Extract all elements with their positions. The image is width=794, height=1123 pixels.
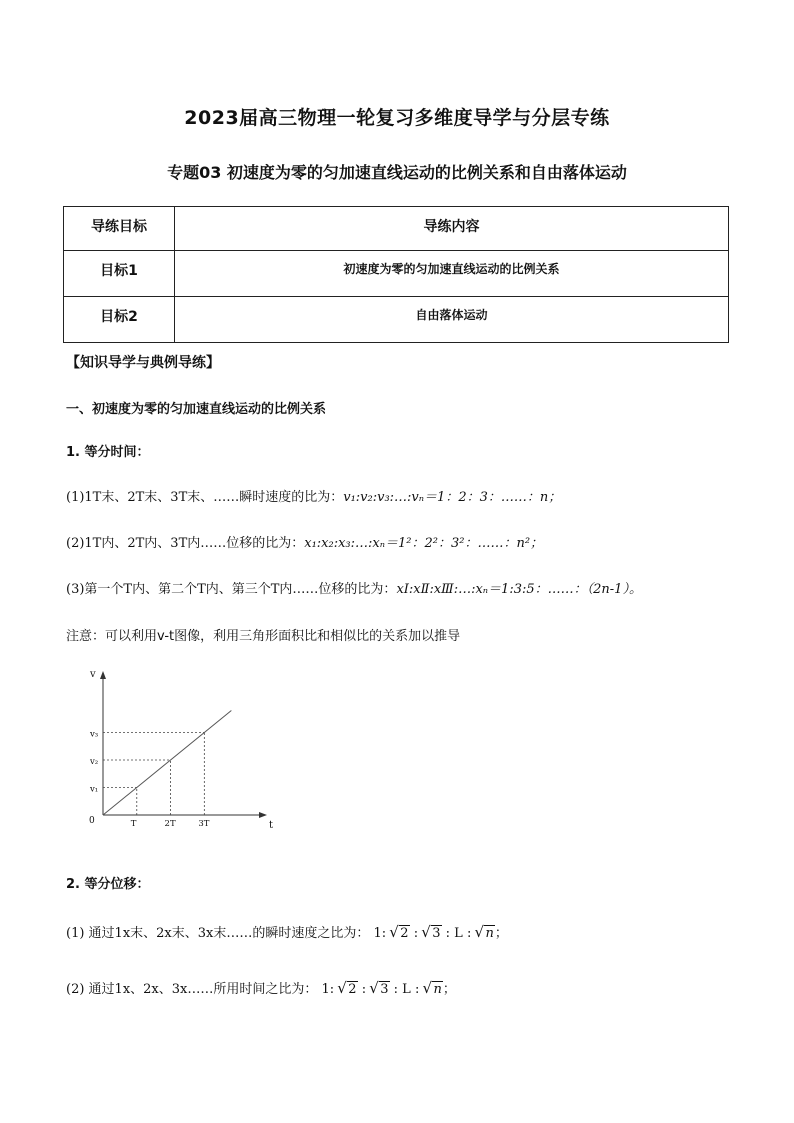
note-text: 注意：可以利用v-t图像，利用三角形面积比和相似比的关系加以推导 [66, 629, 461, 644]
radicand: 3 [432, 926, 441, 941]
ratio-lead: 1: [321, 982, 335, 997]
ratio-item-2-text: (2)1T内、2T内、3T内……位移的比为： [66, 536, 305, 551]
ratio-item-1-text: (1)1T末、2T末、3T末、……瞬时速度的比为： [66, 490, 344, 505]
sub1-title: 1. 等分时间： [66, 445, 150, 460]
vt-chart [80, 669, 280, 835]
sqrt-n [423, 982, 442, 997]
goal-content: 自由落体运动 [415, 308, 488, 322]
line-end-punct: ； [494, 926, 508, 941]
goal-label: 目标2 [100, 309, 138, 325]
x-tick-label: 3T [198, 819, 210, 829]
ratio-item-3 [66, 578, 642, 597]
page-title: 2023届高三物理一轮复习多维度导学与分层专练 [184, 107, 610, 129]
goals-table [63, 206, 729, 343]
radicand: 3 [380, 982, 389, 997]
goal-column-header: 导练目标 [91, 219, 147, 235]
y-tick-label: v₂ [90, 757, 99, 767]
ratio-item-2-formula: x₁:x₂:x₃:…:xₙ＝1²：2²：3²：……：n²； [304, 536, 544, 551]
x-tick-label: T [130, 819, 137, 829]
radicand: 2 [348, 982, 357, 997]
sqrt-2 [338, 982, 357, 997]
ratio-item-1-formula: v₁:v₂:v₃:…:vₙ＝1：2：3：……：n； [343, 490, 562, 505]
content-column-header: 导练内容 [423, 219, 480, 235]
displacement-item-1: (1) 通过1x末、2x末、3x末……的瞬时速度之比为： 1: √ 2 : √ 3 : L : √ n； [66, 922, 508, 941]
goal-label: 目标1 [100, 263, 138, 279]
x-tick-label: 2T [164, 819, 176, 829]
radicand: n [485, 926, 494, 941]
sqrt-n [475, 926, 494, 941]
x-axis-label: t [269, 820, 274, 831]
radicand: 2 [400, 926, 409, 941]
velocity-line [103, 711, 231, 816]
table-row [64, 251, 729, 297]
sqrt-3 [370, 982, 389, 997]
goal-content: 初速度为零的匀加速直线运动的比例关系 [343, 262, 560, 276]
sqrt-3 [422, 926, 441, 941]
displacement-item-1-text: (1) 通过1x末、2x末、3x末……的瞬时速度之比为： [66, 926, 370, 941]
page-subtitle: 专题03 初速度为零的匀加速直线运动的比例关系和自由落体运动 [167, 163, 627, 182]
radicand: n [433, 982, 442, 997]
section-heading: 【知识导学与典例导练】 [66, 355, 220, 371]
ratio-lead: 1: [373, 926, 387, 941]
table-header-row [64, 207, 729, 251]
ellipsis-symbol: L [402, 982, 411, 997]
y-tick-label: v₃ [90, 729, 99, 740]
y-axis-label: v [90, 669, 96, 680]
x-axis-arrow [259, 812, 267, 818]
ratio-item-1 [66, 486, 561, 505]
table-row [64, 297, 729, 343]
ellipsis-symbol: L [454, 926, 463, 941]
ratio-item-3-text: (3)第一个T内、第二个T内、第三个T内……位移的比为： [66, 582, 397, 597]
ratio-item-2 [66, 532, 543, 551]
displacement-item-2: (2) 通过1x、2x、3x……所用时间之比为： 1: √ 2 : √ 3 : L : √ n； [66, 978, 456, 997]
origin-label: 0 [89, 816, 95, 826]
section1-title: 一、初速度为零的匀加速直线运动的比例关系 [66, 402, 327, 417]
y-axis-arrow [100, 671, 106, 679]
ratio-item-3-formula: xⅠ:xⅡ:xⅢ:…:xₙ＝1:3:5：……：（2n-1）。 [396, 582, 642, 597]
sqrt-2 [390, 926, 409, 941]
displacement-item-2-text: (2) 通过1x、2x、3x……所用时间之比为： [66, 982, 318, 997]
y-tick-label: v₁ [90, 784, 99, 795]
sub2-title: 2. 等分位移： [66, 877, 150, 892]
line-end-punct: ； [442, 982, 456, 997]
